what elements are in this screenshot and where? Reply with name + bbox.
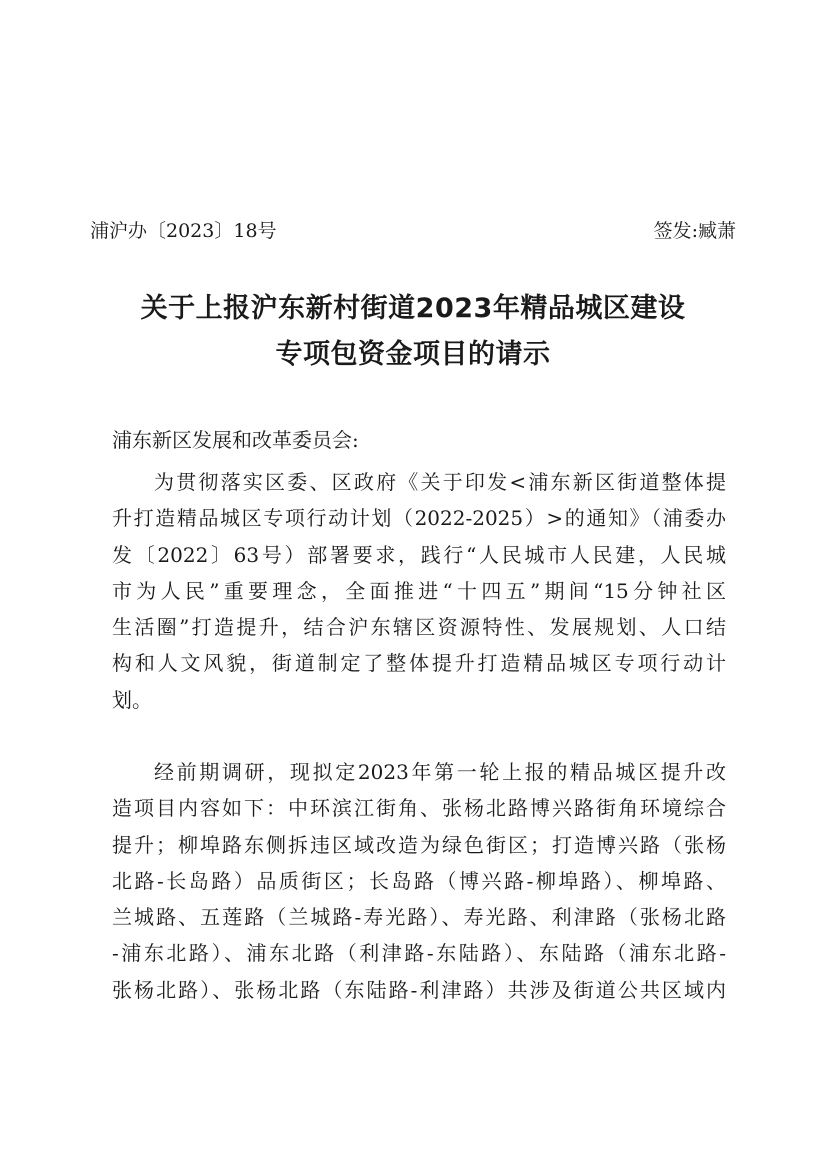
paragraph-line: 市为人民”重要理念，全面推进“十四五”期间“15分钟社区 <box>112 578 726 603</box>
paragraph-line: 生活圈”打造提升，结合沪东辖区资源特性、发展规划、人口结 <box>112 615 726 640</box>
signer: 签发:臧萧 <box>653 220 736 242</box>
paragraph-line: 为贯彻落实区委、区政府《关于印发<浦东新区街道整体提 <box>154 470 726 494</box>
document-header <box>90 216 736 246</box>
salutation: 浦东新区发展和改革委员会: <box>112 428 359 452</box>
paragraph-line: 张杨北路）、张杨北路（东陆路-利津路）共涉及街道公共区域内 <box>112 977 726 1002</box>
paragraph-line: 构和人文风貌，街道制定了整体提升打造精品城区专项行动计 <box>112 651 726 676</box>
paragraph-1 <box>112 464 726 718</box>
document-number: 浦沪办〔2023〕18号 <box>90 220 277 242</box>
paragraph-line: 划。 <box>112 687 152 712</box>
paragraph-line: 造项目内容如下：中环滨江街角、张杨北路博兴路街角环境综合 <box>112 796 726 821</box>
document-title <box>90 286 736 378</box>
title-line-2: 专项包资金项目的请示 <box>275 339 551 370</box>
paragraph-line: 发〔2022〕63号）部署要求，践行“人民城市人民建，人民城 <box>112 542 726 567</box>
paragraph-line: 升打造精品城区专项行动计划（2022-2025）>的通知》（浦委办 <box>112 506 726 531</box>
paragraph-line: -浦东北路）、浦东北路（利津路-东陆路）、东陆路（浦东北路- <box>112 941 726 966</box>
paragraph-line: 经前期调研，现拟定2023年第一轮上报的精品城区提升改 <box>154 760 726 784</box>
paragraph-2 <box>112 754 726 1008</box>
paragraph-line: 北路-长岛路）品质街区；长岛路（博兴路-柳埠路）、柳埠路、 <box>112 868 726 893</box>
paragraph-line: 兰城路、五莲路（兰城路-寿光路）、寿光路、利津路（张杨北路 <box>112 905 726 930</box>
paragraph-line: 提升；柳埠路东侧拆违区域改造为绿色街区；打造博兴路（张杨 <box>112 832 726 857</box>
title-line-1: 关于上报沪东新村街道2023年精品城区建设 <box>140 293 686 324</box>
